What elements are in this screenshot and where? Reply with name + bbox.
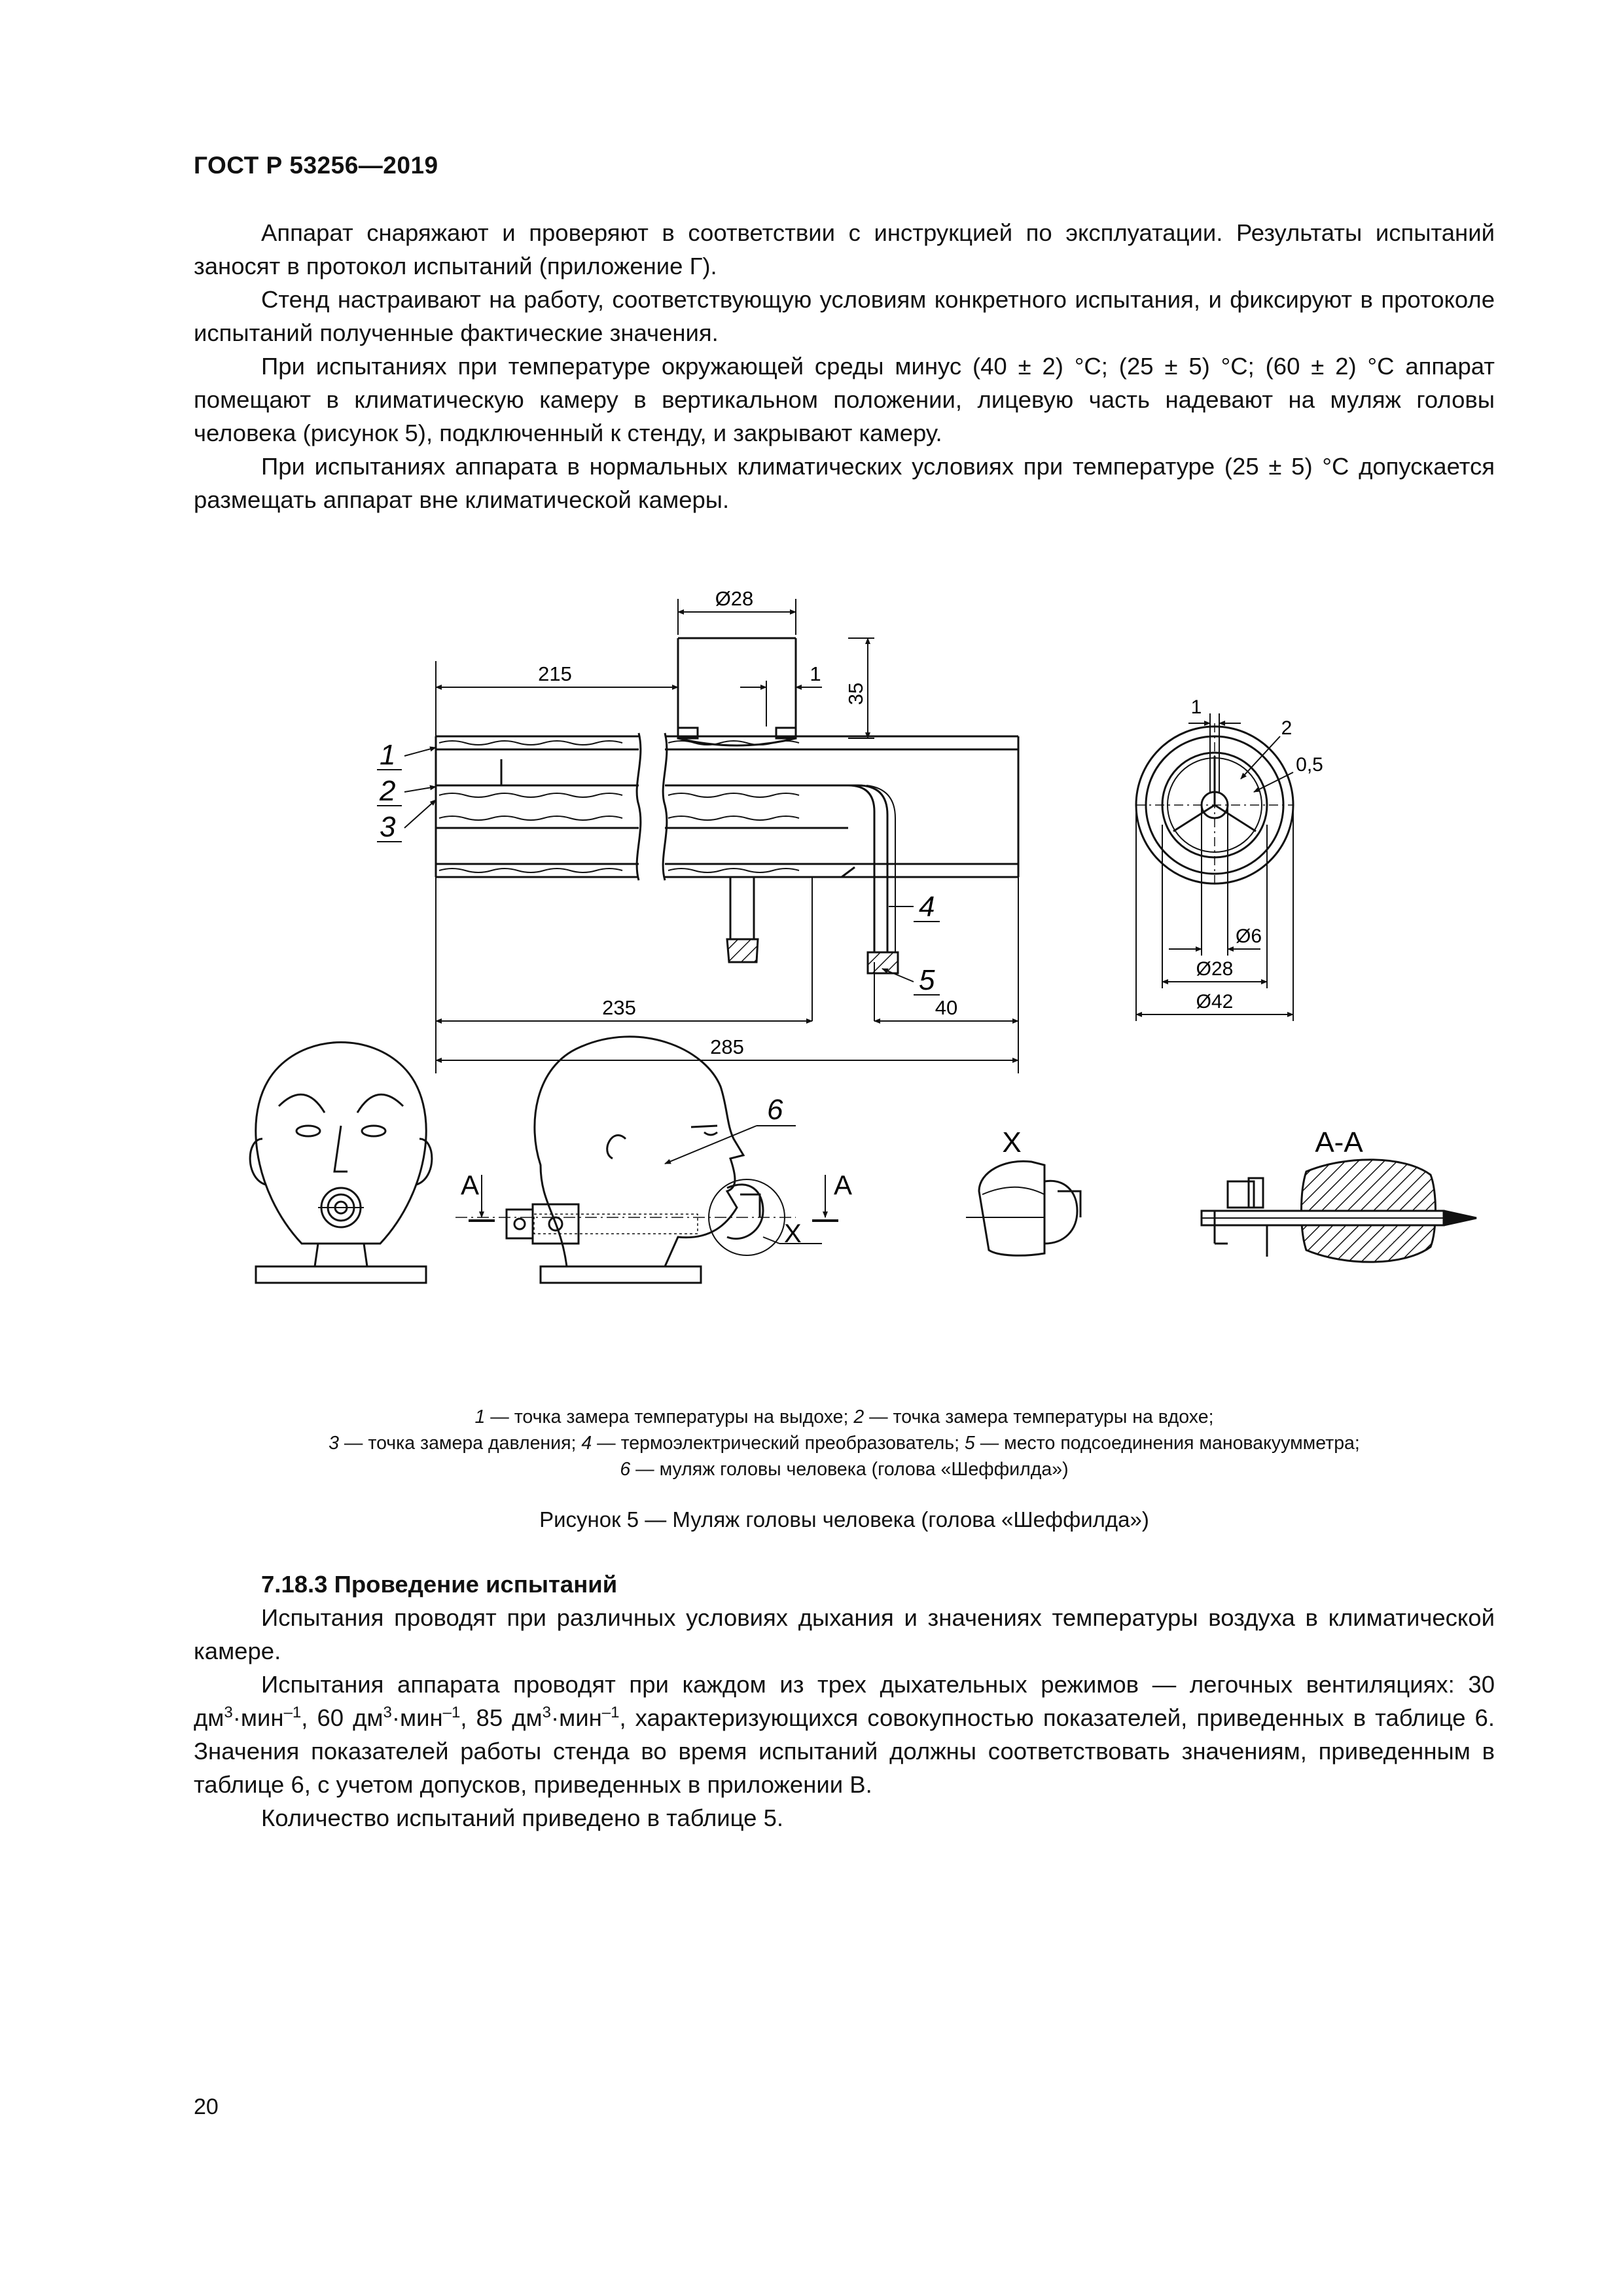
figure-5 (194, 563, 1495, 1414)
head-front-view (250, 1043, 432, 1283)
legend-text-6: — муляж головы человека (голова «Шеффилда») (630, 1459, 1069, 1480)
section-label-a-right: А (834, 1170, 853, 1200)
p2-sup-1: 3 (224, 1703, 233, 1721)
legend-line-2 (194, 1430, 1495, 1456)
legend-line-1 (194, 1404, 1495, 1430)
dim-diameter-28: Ø28 (1196, 958, 1234, 980)
p2-part-b: ·мин (232, 1704, 284, 1731)
section-label-a-left: А (461, 1170, 480, 1200)
intro-paragraph-2: Стенд настраивают на работу, соответствующую условиям конкретного испытания, и фиксируют в протоколе испытаний полученные фактические значения. (194, 286, 1495, 346)
section-heading: 7.18.3 Проведение испытаний (261, 1571, 618, 1598)
legend-number-1: 1 (474, 1407, 486, 1427)
p2-sup-6: –1 (601, 1703, 620, 1721)
p2-sup-3: 3 (383, 1703, 392, 1721)
legend-number-5: 5 (964, 1433, 975, 1454)
p2-part-d: ·мин (391, 1704, 443, 1731)
figure-drawing (194, 563, 1495, 1414)
callout-4: 4 (919, 891, 935, 923)
intro-paragraph-4: При испытаниях аппарата в нормальных климатических условиях при температуре (25 ± 5) °С допускается размещать аппарат вне климатической камеры. (194, 453, 1495, 513)
pipe-side-view (404, 599, 1018, 1073)
callout-1: 1 (380, 739, 396, 771)
dim-235: 235 (602, 996, 636, 1019)
dim-1-section: 1 (1190, 696, 1202, 718)
dim-diameter-28-top: Ø28 (715, 587, 754, 610)
legend-number-2: 2 (853, 1407, 865, 1427)
legend-text-5: — место подсоединения мановакуумметра; (974, 1433, 1360, 1454)
section-paragraph-3: Количество испытаний приведено в таблице 5. (261, 1804, 784, 1831)
legend-number-6: 6 (620, 1459, 631, 1480)
callout-5: 5 (919, 964, 935, 996)
p2-sup-2: –1 (283, 1703, 302, 1721)
section-paragraph-1: Испытания проводят при различных условиях дыхания и значениях температуры воздуха в климатической камере. (194, 1604, 1495, 1664)
callout-2: 2 (380, 775, 396, 807)
head-side-view (455, 1037, 838, 1283)
section-paragraph-2 (194, 1668, 1495, 1801)
dim-2-section: 2 (1281, 717, 1293, 739)
legend-text-2: — точка замера температуры на вдохе; (864, 1407, 1214, 1427)
p2-sup-5: 3 (542, 1703, 551, 1721)
section-aa-view (1202, 1160, 1476, 1262)
dim-40: 40 (935, 996, 958, 1019)
p2-part-c: , 60 дм (301, 1704, 383, 1731)
legend-text-1: — точка замера температуры на выдохе; (485, 1407, 854, 1427)
p2-part-f: ·мин (550, 1704, 602, 1731)
detail-x-title: Х (1002, 1126, 1022, 1158)
p2-part-g: , характеризующихся совокупностью показателей, приведенных в таблице 6. Значения показателей работы стенда во время испытаний должны соответствовать значениям, приведенным в таблице 6, с учетом допусков, приведенных в приложении В. (194, 1704, 1495, 1798)
page-number: 20 (194, 2094, 219, 2119)
detail-mark-x: Х (784, 1219, 802, 1248)
figure-caption: Рисунок 5 — Муляж головы человека (голова «Шеффилда») (539, 1507, 1149, 1532)
section-aa-title: А-А (1315, 1126, 1363, 1158)
intro-paragraph-3: При испытаниях при температуре окружающей среды минус (40 ± 2) °С; (25 ± 5) °С; (60 ± 2) °С аппарат помещают в климатическую камеру в вертикальном положении, лицевую часть надевают на муляж головы человека (рисунок 5), подключенный к стенду, и закрывают камеру. (194, 353, 1495, 446)
dim-35: 35 (844, 682, 867, 706)
section-7-18-3 (194, 1568, 1495, 1835)
callout-6: 6 (767, 1094, 783, 1126)
intro-paragraph-1: Аппарат снаряжают и проверяют в соответствии с инструкцией по эксплуатации. Результаты испытаний заносят в протокол испытаний (приложение Г). (194, 219, 1495, 279)
callout-3: 3 (380, 811, 396, 843)
dim-215: 215 (538, 662, 572, 685)
dim-diameter-6: Ø6 (1235, 925, 1262, 947)
p2-sup-4: –1 (442, 1703, 461, 1721)
detail-x-view (966, 1161, 1080, 1255)
dim-285: 285 (710, 1035, 744, 1058)
document-header: ГОСТ Р 53256—2019 (194, 152, 438, 179)
dim-diameter-42: Ø42 (1196, 991, 1234, 1013)
figure-legend (194, 1404, 1495, 1482)
dim-0-5-section: 0,5 (1296, 754, 1323, 776)
legend-number-3: 3 (329, 1433, 339, 1454)
legend-text-3: — точка замера давления; (339, 1433, 582, 1454)
legend-number-4: 4 (581, 1433, 592, 1454)
dim-1-top: 1 (810, 662, 821, 685)
legend-text-4: — термоэлектрический преобразователь; (592, 1433, 965, 1454)
p2-part-e: , 85 дм (460, 1704, 543, 1731)
legend-line-3 (194, 1456, 1495, 1482)
p2-part-a: Испытания аппарата проводят при каждом из трех дыхательных режимов — легочных вентиляциях: 30 дм (194, 1671, 1495, 1731)
intro-text (194, 216, 1495, 516)
